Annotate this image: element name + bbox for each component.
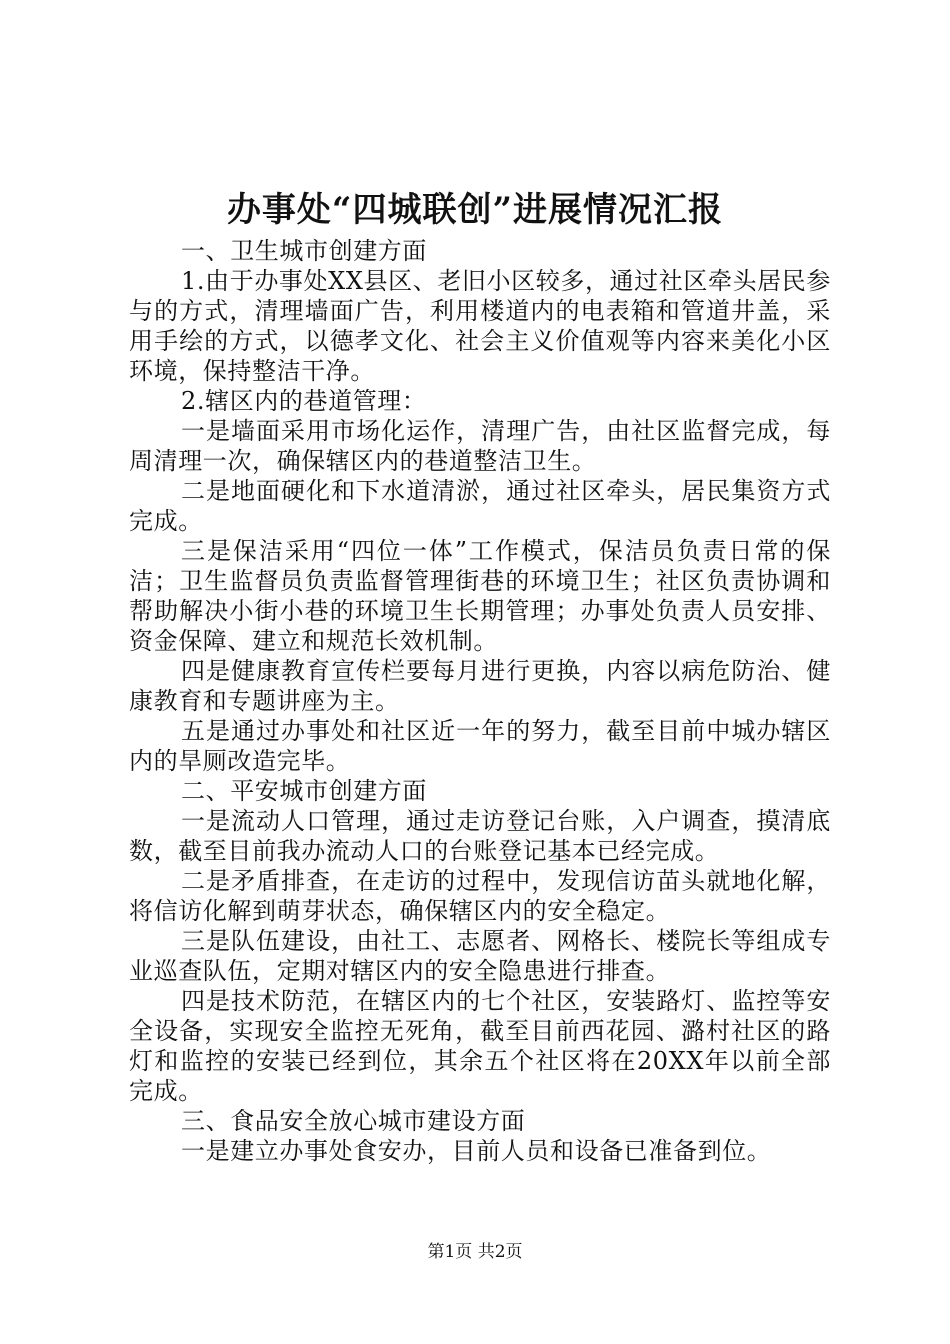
section-heading-food-safety: 三、食品安全放心城市建设方面 xyxy=(181,1107,526,1135)
paragraph-item-1: 1.由于办事处XX县区、老旧小区较多，通过社区牵头居民参与的方式，清理墙面广告，利用楼道内的电表箱和管道井盖，采用手绘的方式，以德孝文化、社会主义价值观等内容来美化小区环境，保持整洁干净。 xyxy=(129,267,831,385)
paragraph-point-1: 一是墙面采用市场化运作，清理广告，由社区监督完成，每周清理一次，确保辖区内的巷道整洁卫生。 xyxy=(129,417,831,475)
paragraph-item-2: 2.辖区内的巷道管理： xyxy=(181,387,427,415)
paragraph-point-5: 五是通过办事处和社区近一年的努力，截至目前中城办辖区内的旱厕改造完毕。 xyxy=(129,717,831,775)
paragraph-safety-4: 四是技术防范，在辖区内的七个社区，安装路灯、监控等安全设备，实现安全监控无死角，截至目前西花园、潞村社区的路灯和监控的安装已经到位，其余五个社区将在20XX年以前全部完成。 xyxy=(129,987,831,1105)
section-heading-safety: 二、平安城市创建方面 xyxy=(181,777,427,805)
page-footer: 第1页 共2页 xyxy=(427,1242,523,1262)
section-heading-sanitation: 一、卫生城市创建方面 xyxy=(181,237,427,265)
paragraph-point-4: 四是健康教育宣传栏要每月进行更换，内容以病危防治、健康教育和专题讲座为主。 xyxy=(129,657,831,715)
paragraph-safety-1: 一是流动人口管理，通过走访登记台账，入户调查，摸清底数，截至目前我办流动人口的台账登记基本已经完成。 xyxy=(129,807,831,865)
paragraph-food-1: 一是建立办事处食安办，目前人员和设备已准备到位。 xyxy=(181,1137,772,1165)
document-title: 办事处“四城联创”进展情况汇报 xyxy=(226,190,724,230)
paragraph-safety-3: 三是队伍建设，由社工、志愿者、网格长、楼院长等组成专业巡查队伍，定期对辖区内的安全隐患进行排查。 xyxy=(129,927,831,985)
document-body xyxy=(129,236,831,1166)
paragraph-point-2: 二是地面硬化和下水道清淤，通过社区牵头，居民集资方式完成。 xyxy=(129,477,831,535)
paragraph-safety-2: 二是矛盾排查，在走访的过程中，发现信访苗头就地化解，将信访化解到萌芽状态，确保辖区内的安全稳定。 xyxy=(129,867,831,925)
paragraph-point-3: 三是保洁采用“四位一体”工作模式，保洁员负责日常的保洁；卫生监督员负责监督管理街巷的环境卫生；社区负责协调和帮助解决小街小巷的环境卫生长期管理；办事处负责人员安排、资金保障、建立和规范长效机制。 xyxy=(129,537,831,655)
